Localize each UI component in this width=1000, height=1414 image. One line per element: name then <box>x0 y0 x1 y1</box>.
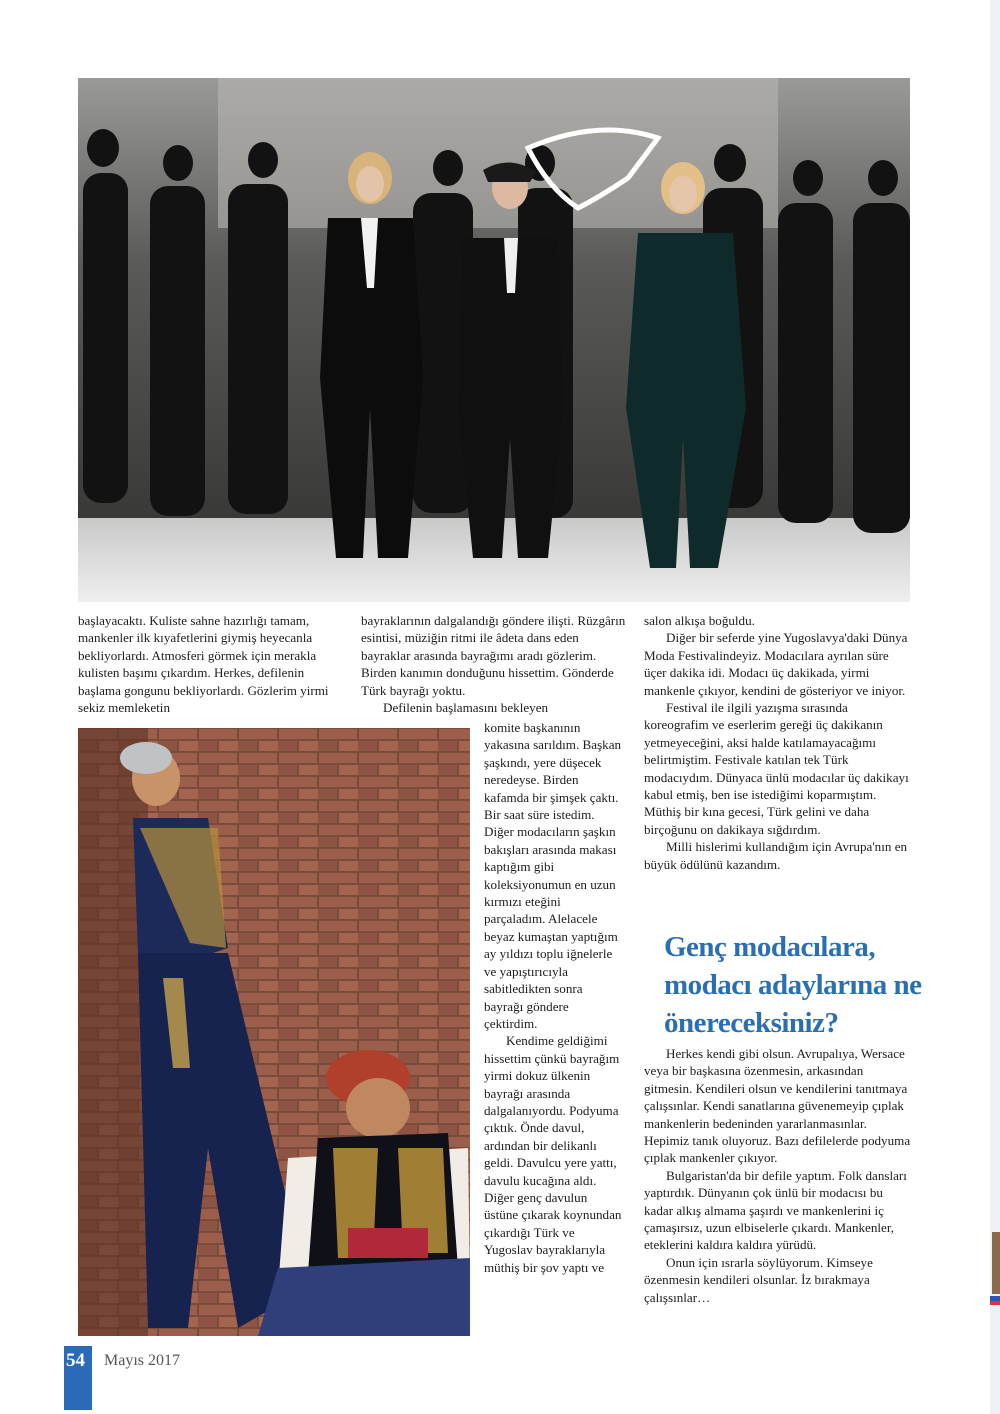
runway-photo <box>78 78 910 602</box>
paragraph: Defilenin başlamasını bekleyen <box>383 700 549 716</box>
edge-photo-strip <box>992 1232 1000 1294</box>
paragraph: Onun için ısrarla söylüyorum. Kimseye özenmesin kendileri olsunlar. İz bırakmaya çalışsınlar… <box>644 1254 873 1305</box>
paragraph: Diğer bir seferde yine Yugoslavya'daki Dünya Moda Festivalindeyiz. Modacılara ayrılan süre üçer dakika idi. Modacı üç dakikada, yirmi mankenle çıkıyor, kendini de gösteriyor ve iniyor. <box>644 630 908 698</box>
brick-wall-photo <box>78 728 470 1336</box>
column-1 <box>78 612 350 716</box>
column-3-top <box>644 612 912 873</box>
paragraph: Milli hislerimi kullandığım için Avrupa'nın en büyük ödülünü kazandım. <box>644 839 908 872</box>
column-2-narrow <box>484 719 622 1276</box>
paragraph: komite başkanının yakasına sarıldım. Başkan şaşkındı, yere düşecek neredeyse. Birden kafamda bir şimşek çaktı. Bir saat süre istedim. Diğer modacıların şaşkın bakışları arasında makası kaptığım gibi koleksiyonumun en uzun kırmızı eteğini parçaladım. Alelacele beyaz kumaştan yaptığım ay yıldızı toplu iğnelerle ve yapıştırıcıyla sabitledikten sonra bayrağı göndere çektirdim. <box>484 720 622 1031</box>
paragraph: Festival ile ilgili yazışma sırasında koreografim ve eserlerim gereği üç dakikanın yetmeyeceğini, aksi halde katılamayacağımı belirtmiştim. Festivale katılan tek Türk modacıydım. Dünyaca ünlü modacılar üç dakikayı kabul etmiş, ben ise istediğimi koparmıştım. Müthiş bir kına gecesi, Türk gelini ve daha birçoğunu on dakikaya sığdırdım. <box>644 700 909 837</box>
paragraph: Herkes kendi gibi olsun. Avrupalıya, Wersace veya bir başkasına özenmesin, arkasından gitmesin. Kendileri olsun ve kendilerini tanıtmaya çalışsınlar. Kendi sanatlarına güvenemeyip çıplak mankenlerin bedeninden yararlanmasınlar. Hepimiz tanık oluyoruz. Bazı defilelerde podyuma çıplak mankenler çıkıyor. <box>644 1046 911 1166</box>
paragraph: başlayacaktı. Kuliste sahne hazırlığı tamam, mankenler ilk kıyafetlerini giymiş heyecanla bekliyorlardı. Atmosferi görmek için merakla kulisten başımı çıkardım. Herkes, defilenin başlama gongunu bekliyorlardı. Gözlerim yirmi sekiz memleketin <box>78 613 329 716</box>
paragraph: bayraklarının dalgalandığı göndere ilişti. Rüzgârın esintisi, müziğin ritmi ile âdeta dans eden bayraklar arasında bayrağımı aradı gözlerim. Birden kanımın donduğunu hissettim. Gönderde Türk bayrağı yoktu. <box>361 613 626 698</box>
column-2-top <box>361 612 629 716</box>
paragraph: Kendime geldiğimi hissettim çünkü bayrağım yirmi dokuz ülkenin bayrağı arasında dalgalanıyordu. Podyuma çıktık. Önde davul, ardından bir delikanlı geldi. Davulcu yere yattı, davulu kucağına aldı. Diğer genç davulun üstüne çıkarak koynundan çıkardığı Türk ve Yugoslav bayraklarıyla müthiş bir şov yaptı ve <box>484 1033 622 1275</box>
issue-date: Mayıs 2017 <box>104 1352 180 1369</box>
section-heading: Genç modacılara, modacı adaylarına ne önereceksiniz? <box>664 931 922 1039</box>
paragraph: salon alkışa boğuldu. <box>644 613 755 628</box>
page-edge <box>990 0 1000 1414</box>
column-3-bottom <box>644 1045 912 1306</box>
page-number: 54 <box>66 1350 85 1371</box>
paragraph: Bulgaristan'da bir defile yaptım. Folk dansları yaptırdık. Dünyanın çok ünlü bir modacısı bu kadar alkış almama şaşırdı ve mankenlerini iç çamaşırsız, uzun elbiselerle çıkardı. Mankenler, eteklerini kaldıra kaldıra yürüdü. <box>644 1167 907 1253</box>
edge-red-stripe <box>990 1301 1000 1305</box>
